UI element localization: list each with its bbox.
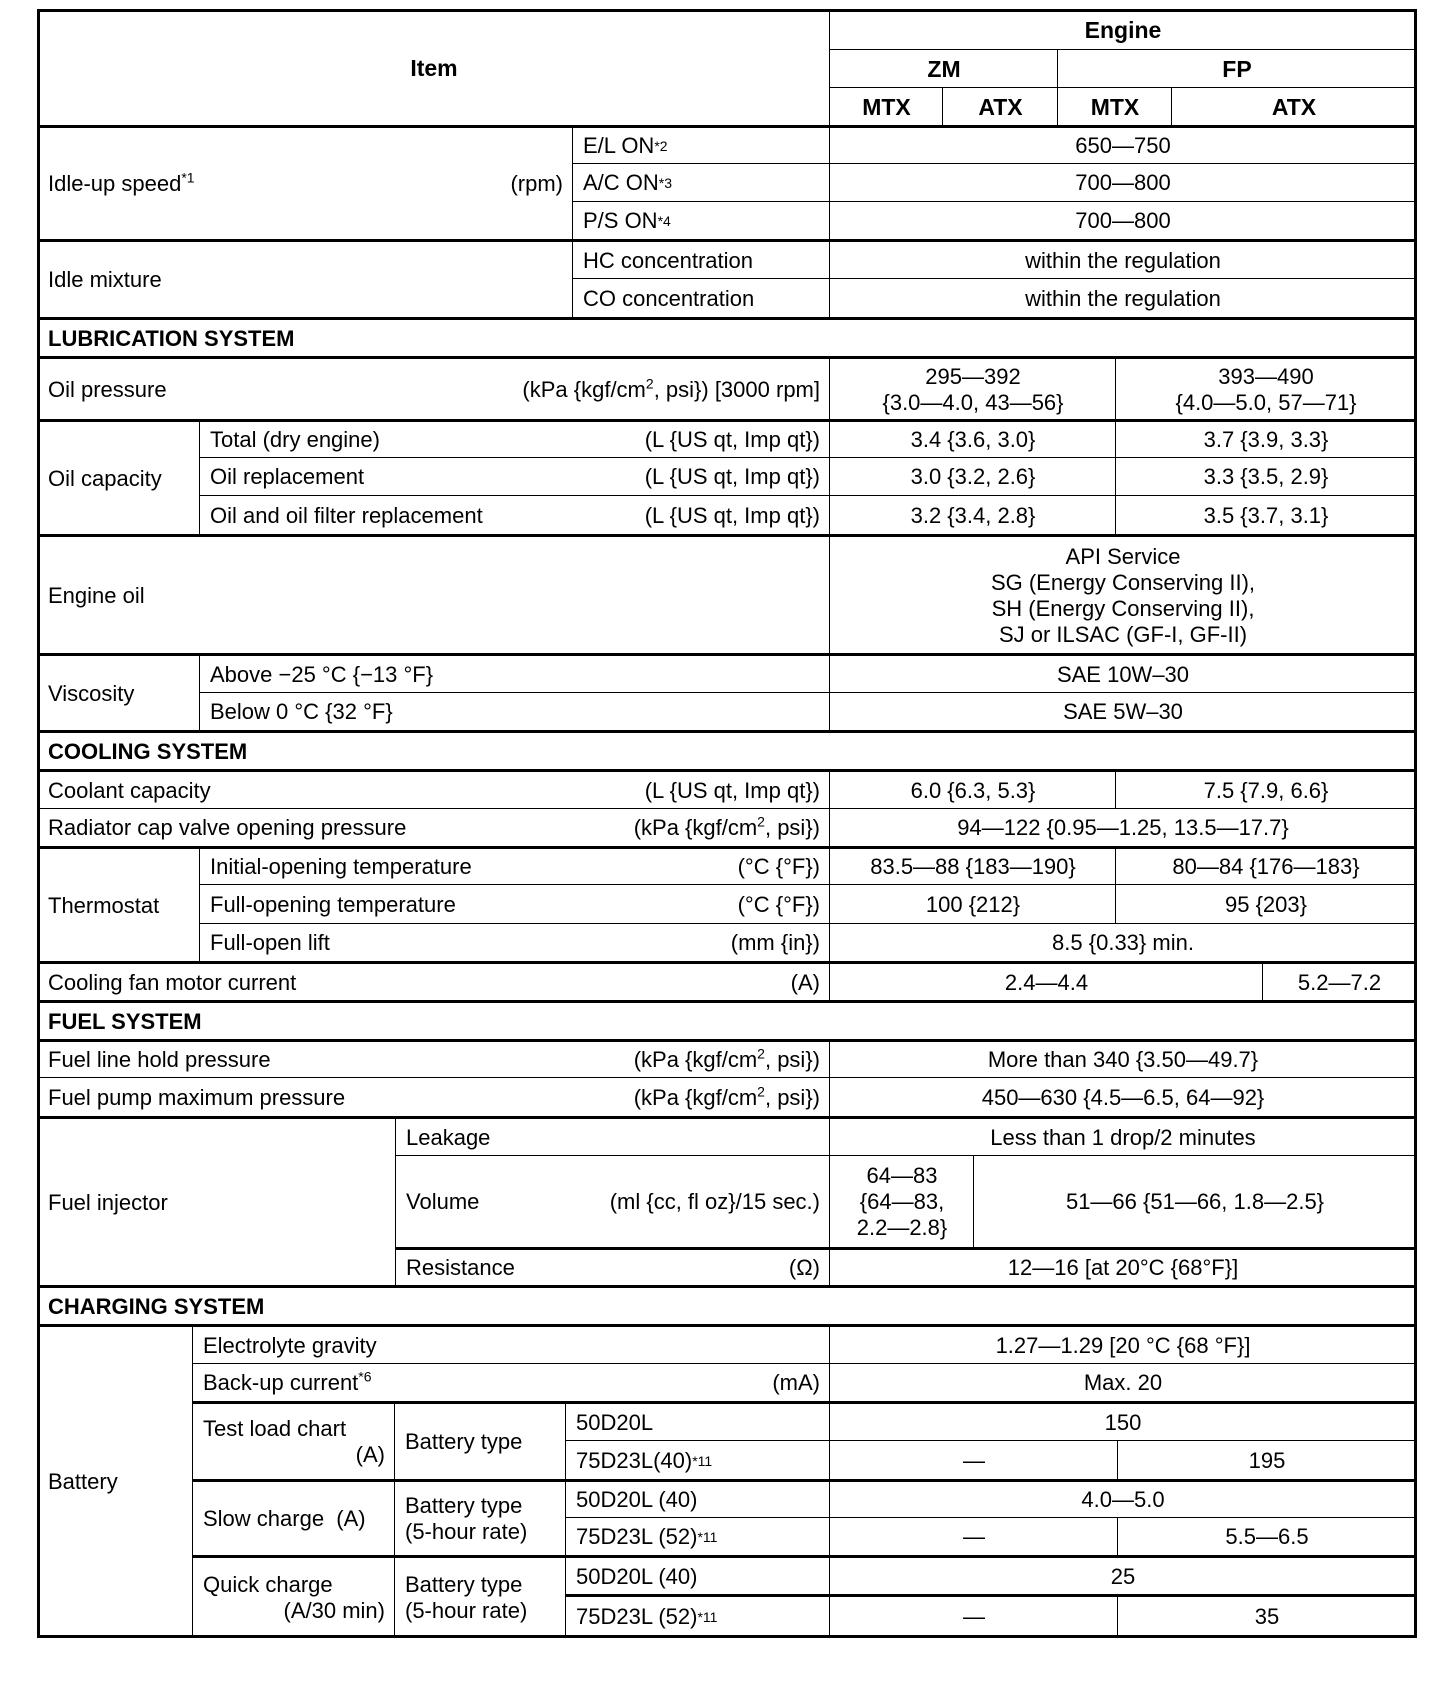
label-text: Fuel line hold pressure [48,1047,271,1072]
header-fp-label: FP [1222,56,1252,82]
unit-text [522,377,820,403]
quick-charge-fp [1117,1594,1417,1638]
viscosity-value [829,653,1417,694]
idle-up-cond-ps: P/S ON *4 [572,201,831,241]
unit-text: (mA) [772,1370,820,1395]
oil-capacity-row [199,419,831,459]
test-load-zm [829,1440,1119,1481]
item-text: Oil replacement [210,464,365,489]
label-line: Battery type [405,1571,523,1597]
label-text: Fuel injector [48,1189,168,1215]
value-line: SJ or ILSAC (GF-I, GF-II) [998,621,1248,647]
label-line: (5-hour rate) [405,1597,528,1623]
cooling-fan-value-b [1262,961,1417,1002]
item-text: Full-opening temperature [210,891,456,917]
engine-oil-label [37,534,831,655]
idle-mixture-label [37,239,574,319]
value-text: SAE 5W–30 [1063,699,1183,724]
unit-text: (L {US qt, Imp qt}) [644,777,820,803]
unit-sup: 2 [645,375,654,392]
oil-capacity-fp [1115,495,1417,536]
unit-text: (L {US qt, Imp qt}) [644,464,820,489]
item-text: Initial-opening temperature [210,854,472,879]
value-text: Less than 1 drop/2 minutes [990,1124,1256,1150]
unit-pre: (kPa {kgf/cm [633,1084,758,1110]
unit-pre: (kPa {kgf/cm [633,1047,758,1072]
value-text: 95 {203} [1225,891,1307,917]
item-text: Total (dry engine) [210,427,380,452]
oil-capacity-row [199,457,831,497]
radiator-cap-value [829,808,1417,848]
thermostat-lift-value [829,923,1417,963]
value-text: — [963,1604,985,1629]
item-name: Back-up current [203,1370,359,1395]
label-line: Battery type [405,1493,523,1518]
thermostat-row [199,923,831,963]
value-text: 150 [1104,1409,1142,1435]
quick-charge-value [829,1555,1417,1596]
label-text: Test load chart [203,1416,347,1441]
value-text: within the regulation [1025,285,1221,311]
header-zm-mtx [829,87,944,127]
unit-sup: 2 [757,1083,765,1100]
value-text: 35 [1254,1604,1280,1629]
item-text [203,1370,372,1396]
value-text: 3.3 {3.5, 2.9} [1203,464,1329,489]
value-text: 4.0—5.0 [1081,1487,1165,1512]
slow-charge-value [829,1479,1417,1519]
coolant-capacity-label [37,769,831,810]
unit-text: (L {US qt, Imp qt}) [644,502,820,528]
unit-text [634,815,820,841]
thermostat-row [199,884,831,925]
type-text: 75D23L(40) [576,1447,693,1473]
unit-text: (A) [790,969,820,995]
section-charging [37,1285,1417,1326]
value-line: SG (Energy Conserving II), [990,569,1256,595]
value-text: 700—800 [1075,170,1171,195]
value-text: within the regulation [1025,247,1221,273]
fuel-pump-max-label [37,1077,831,1118]
idle-up-speed-unit: (rpm) [510,171,563,196]
fuel-pump-max-value [829,1077,1417,1118]
test-load-type [565,1401,831,1442]
fuel-injector-resistance-value [829,1247,1417,1287]
value-line: {3.0—4.0, 43—56} [882,389,1064,415]
label-text: Viscosity [48,680,135,706]
section-title: FUEL SYSTEM [48,1008,202,1034]
value-text: 5.2—7.2 [1297,969,1382,995]
header-zm-mtx-label: MTX [862,94,911,120]
value-text: More than 340 {3.50—49.7} [987,1047,1259,1072]
oil-capacity-zm [829,419,1117,459]
thermostat-zm [829,884,1117,925]
unit-text: (°C {°F}) [737,891,820,917]
slow-charge-zm [829,1517,1119,1557]
unit-post: , psi}) [764,815,820,840]
idle-mixture-co [572,278,831,319]
idle-mixture-co-value [829,278,1417,319]
unit-post: , psi}) [764,1084,820,1110]
item-text: Resistance [406,1255,515,1280]
idle-up-value-el [829,125,1417,165]
section-lubrication [37,317,1417,358]
item-text: Electrolyte gravity [203,1332,377,1358]
slow-charge-type [565,1479,831,1519]
header-fp-atx [1171,87,1417,127]
value-text: 12—16 [at 20°C {68°F}] [1007,1255,1239,1280]
quick-charge-zm [829,1594,1119,1638]
item-text: Leakage [406,1124,491,1150]
footnote-ref: *6 [358,1368,372,1385]
thermostat-fp [1115,846,1417,886]
header-engine [829,9,1417,51]
cond-text: E/L ON [583,133,655,158]
value-text: 3.5 {3.7, 3.1} [1203,502,1329,528]
label-text: Thermostat [48,892,160,918]
unit-text: (A) [355,1442,385,1467]
value-text: Max. 20 [1083,1370,1163,1395]
fuel-injector-leakage [395,1116,831,1157]
quick-charge-type [565,1555,831,1596]
value-text: 1.27—1.29 [20 °C {68 °F}] [995,1332,1251,1358]
value-text: 3.0 {3.2, 2.6} [910,464,1036,489]
fuel-injector-label [37,1116,397,1287]
label-text: Slow charge (A) [203,1506,366,1531]
slow-charge-label [192,1479,396,1557]
quick-charge-type: 75D23L (52) *11 [565,1594,831,1638]
value-text: 3.4 {3.6, 3.0} [910,427,1036,452]
thermostat-zm [829,846,1117,886]
test-load-label [192,1401,396,1481]
type-text: 50D20L (40) [576,1563,698,1589]
cooling-fan-value-a [829,961,1264,1002]
electrolyte-gravity [192,1324,831,1365]
unit-post: , psi}) [764,1047,820,1072]
backup-current-value [829,1363,1417,1403]
value-text: 700—800 [1075,208,1171,233]
idle-up-speed-name: Idle-up speed [48,171,182,196]
header-zm-atx [942,87,1059,127]
value-line: 393—490 [1218,363,1314,389]
cond-text: Below 0 °C {32 °F} [210,699,393,724]
label-text: Engine oil [48,582,145,608]
type-text: 50D20L [576,1409,654,1435]
oil-capacity-fp [1115,419,1417,459]
header-fp-mtx [1057,87,1173,127]
value-text: — [963,1524,985,1549]
label-text: Cooling fan motor current [48,969,297,995]
header-fp [1057,49,1417,89]
value-text: 80—84 {176—183} [1172,854,1360,879]
value-text: 100 {212} [925,891,1021,917]
oil-capacity-fp [1115,457,1417,497]
value-line: {64—83, [859,1189,945,1214]
cond-text: P/S ON [583,208,658,233]
unit-pre: (kPa {kgf/cm [522,376,646,402]
battery-label [37,1324,194,1638]
oil-pressure-zm [829,356,1117,421]
idle-up-speed-text [48,171,195,197]
electrolyte-gravity-value [829,1324,1417,1365]
cond-text: A/C ON [583,170,659,195]
label-line: (5-hour rate) [405,1519,528,1544]
viscosity-label [37,653,201,732]
section-fuel [37,1000,1417,1041]
unit-text: (Ω) [788,1255,820,1280]
value-line: 295—392 [925,363,1021,389]
value-text: 3.7 {3.9, 3.3} [1203,427,1329,452]
slow-charge-type-label [394,1479,567,1557]
unit-text: (L {US qt, Imp qt}) [644,427,820,452]
section-title: CHARGING SYSTEM [48,1293,265,1319]
unit-text: (°C {°F}) [737,854,820,879]
idle-up-cond-ac: A/C ON *3 [572,163,831,203]
label-text: Fuel pump maximum pressure [48,1084,346,1110]
header-zm-atx-label: ATX [978,94,1023,120]
type-text: 75D23L (52) [576,1524,698,1549]
footnote-ref: *1 [181,169,195,186]
value-text: 6.0 {6.3, 5.3} [910,777,1036,803]
value-text: 650—750 [1075,133,1171,158]
item-text: Oil and oil filter replacement [210,502,483,528]
cond-text: HC concentration [583,247,753,273]
type-text: 75D23L (52) [576,1604,698,1629]
oil-pressure-fp [1115,356,1417,421]
value-line: 64—83 [866,1163,938,1188]
item-text: Volume [406,1189,480,1214]
slow-charge-type: 75D23L (52) *11 [565,1517,831,1557]
value-line: {4.0—5.0, 57—71} [1175,389,1357,415]
viscosity-cond [199,653,831,694]
test-load-value [829,1401,1417,1442]
oil-capacity-label [37,419,201,536]
value-text: SAE 10W–30 [1056,661,1190,687]
label-text: Coolant capacity [48,777,211,803]
idle-up-value-ps [829,201,1417,241]
unit-sup: 2 [757,1045,765,1062]
unit-text: (A/30 min) [283,1597,385,1623]
oil-capacity-row [199,495,831,536]
fuel-injector-volume-zm-mtx [829,1155,975,1249]
header-zm [829,49,1059,89]
header-item [37,9,831,126]
label-text: Oil capacity [48,465,162,491]
value-text: 5.5—6.5 [1225,1524,1309,1549]
fuel-injector-leakage-value [829,1116,1417,1157]
value-text: — [963,1447,985,1473]
radiator-cap-label [37,808,831,848]
header-item-label: Item [410,54,458,81]
section-cooling [37,730,1417,771]
value-text: 8.5 {0.33} min. [1052,930,1194,955]
value-text: 7.5 {7.9, 6.6} [1203,777,1329,803]
coolant-capacity-zm [829,769,1117,810]
oil-capacity-zm [829,495,1117,536]
value-text: 25 [1110,1563,1136,1589]
backup-current [192,1363,831,1403]
label-text: Idle mixture [48,267,162,292]
item-text: Full-open lift [210,930,330,955]
idle-up-speed-label [37,125,574,241]
label-text: Quick charge [203,1571,333,1597]
label-text: Battery type [405,1429,523,1454]
thermostat-row [199,846,831,886]
fuel-injector-volume-rest [973,1155,1417,1249]
fuel-line-hold-value [829,1039,1417,1079]
type-text: 50D20L (40) [576,1487,698,1512]
value-text: 94—122 {0.95—1.25, 13.5—17.7} [957,815,1289,840]
fuel-line-hold-label [37,1039,831,1079]
value-text: 2.4—4.4 [1004,969,1089,995]
section-title: COOLING SYSTEM [48,738,248,764]
section-title: LUBRICATION SYSTEM [48,325,295,351]
header-zm-label: ZM [927,56,961,82]
coolant-capacity-fp [1115,769,1417,810]
quick-charge-label [192,1555,396,1638]
value-line: API Service [1065,543,1181,569]
viscosity-cond [199,692,831,732]
oil-capacity-zm [829,457,1117,497]
fuel-injector-resistance [395,1247,831,1287]
thermostat-label [37,846,201,963]
header-fp-mtx-label: MTX [1090,94,1140,120]
unit-text [634,1085,820,1111]
unit-post: , psi}) [3000 rpm] [653,376,820,402]
oil-pressure-label [37,356,831,421]
test-load-type-label [394,1401,567,1481]
label-text: Oil pressure [48,376,167,402]
cond-text: Above −25 °C {−13 °F} [210,661,434,687]
idle-up-value-ac [829,163,1417,203]
value-text: 3.2 {3.4, 2.8} [910,502,1036,528]
value-text: 51—66 {51—66, 1.8—2.5} [1065,1189,1325,1214]
label-text: Battery [48,1469,118,1494]
unit-text [634,1047,820,1073]
cond-text: CO concentration [583,285,755,311]
quick-charge-type-label [394,1555,567,1638]
unit-pre: (kPa {kgf/cm [633,815,758,840]
test-load-type: 75D23L(40) *11 [565,1440,831,1481]
slow-charge-fp [1117,1517,1417,1557]
test-load-fp [1117,1440,1417,1481]
idle-mixture-hc [572,239,831,280]
header-engine-label: Engine [1084,17,1162,43]
value-line: SH (Energy Conserving II), [991,595,1255,621]
unit-text: (mm {in}) [730,930,820,955]
value-text: 83.5—88 {183—190} [870,854,1076,879]
cooling-fan-label [37,961,831,1002]
thermostat-fp [1115,884,1417,925]
value-line: 2.2—2.8} [856,1215,948,1240]
value-text: 195 [1248,1447,1286,1473]
unit-sup: 2 [757,813,765,830]
unit-text: (ml {cc, fl oz}/15 sec.) [609,1189,820,1214]
value-text: 450—630 {4.5—6.5, 64—92} [981,1084,1265,1110]
viscosity-value [829,692,1417,732]
idle-mixture-hc-value [829,239,1417,280]
label-text: Radiator cap valve opening pressure [48,815,407,840]
fuel-injector-volume [395,1155,831,1249]
header-fp-atx-label: ATX [1271,94,1317,120]
engine-oil-value [829,534,1417,655]
idle-up-cond-el: E/L ON *2 [572,125,831,165]
